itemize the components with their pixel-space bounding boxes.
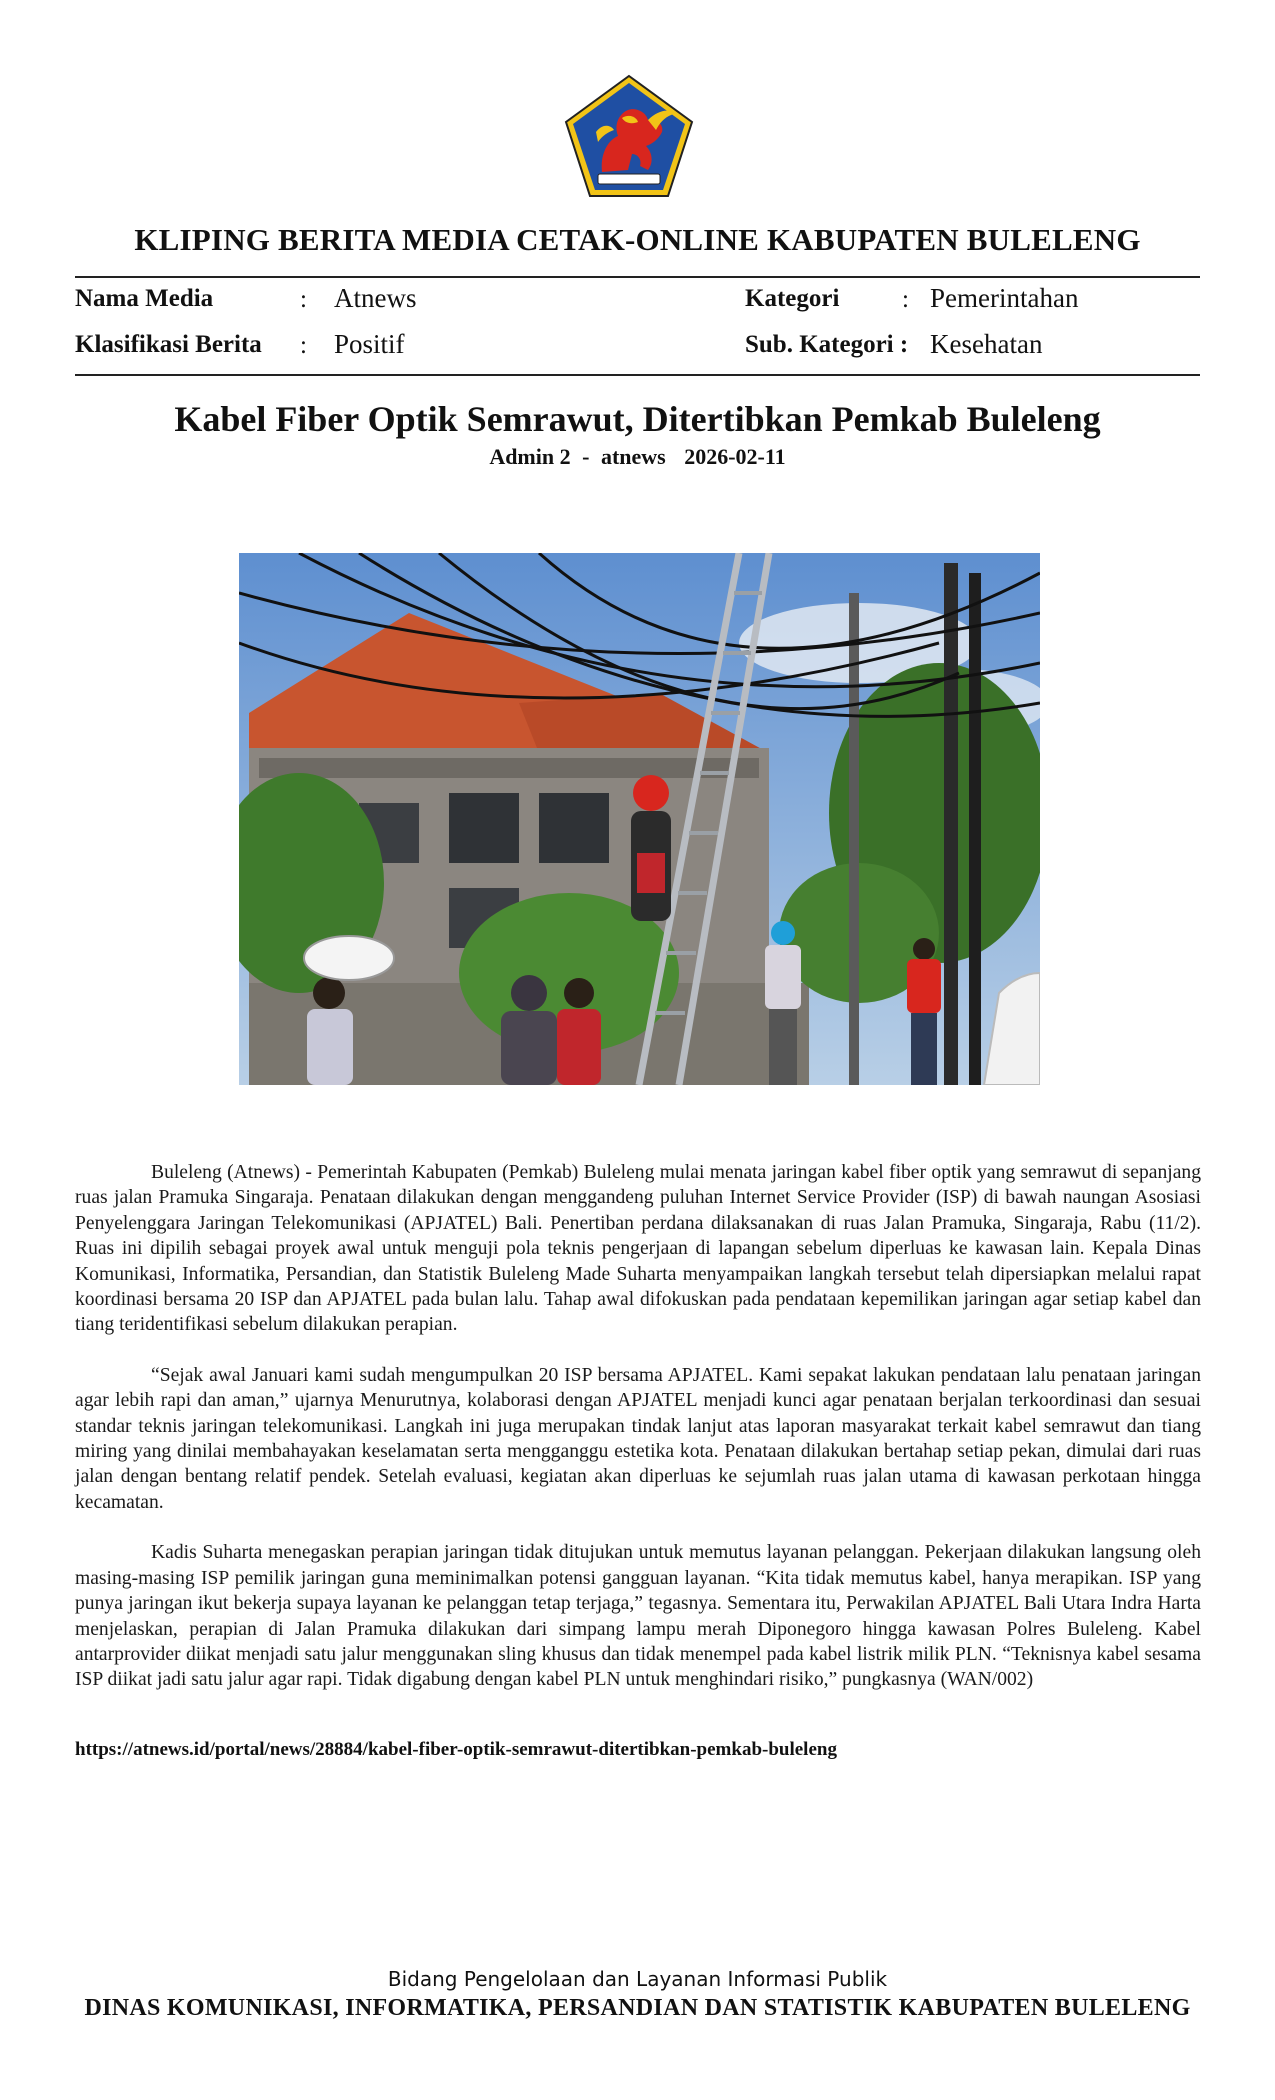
article-paragraph-2: “Sejak awal Januari kami sudah mengumpulkan 20 ISP bersama APJATEL. Kami sepakat lakukan pendataan lalu penataan jaringan agar lebih rapi dan aman,” ujarnya Menurutnya, kolaborasi dengan APJATEL menjadi kunci agar penataan berjalan terkoordinasi dan sesuai standar teknis jaringan telekomunikasi. Langkah ini juga merupakan tindak lanjut atas laporan masyarakat terkait kabel semrawut dan tiang miring yang dinilai membahayakan keselamatan serta mengganggu estetika kota. Penataan dilakukan bertahap setiap pekan, dimulai dari ruas jalan dengan bentang relatif pendek. Setelah evaluasi, kegiatan akan diperluas ke sejumlah ruas jalan utama di kawasan perkotaan hingga kecamatan. [75,1364,1201,1513]
workers-fixing-cables-photo [239,553,1040,1085]
klasifikasi-value: Positif [334,329,405,359]
kategori-colon: : [902,286,909,313]
nama-media-colon: : [300,286,307,313]
byline-separator: - [582,444,590,469]
nama-media-label: Nama Media [75,285,214,312]
singa-ambara-raja-emblem-icon [562,74,696,200]
footer-division: Bidang Pengelolaan dan Layanan Informasi Publik [387,1967,888,1991]
document-title: KLIPING BERITA MEDIA CETAK-ONLINE KABUPATEN BULELENG [134,222,1141,257]
kategori-label: Kategori [745,285,840,312]
article-author: Admin 2 [489,444,571,469]
header-divider [75,276,1200,278]
article-url-link[interactable]: https://atnews.id/portal/news/28884/kabel-fiber-optik-semrawut-ditertibkan-pemkab-buleleng [75,1739,837,1760]
article-paragraph-1: Buleleng (Atnews) - Pemerintah Kabupaten (Pemkab) Buleleng mulai menata jaringan kabel fiber optik yang semrawut di sepanjang ruas jalan Pramuka Singaraja. Penataan dilakukan dengan menggandeng puluhan Internet Service Provider (ISP) di bawah naungan Asosiasi Penyelenggara Jaringan Telekomunikasi (APJATEL) Bali. Penertiban perdana dilaksanakan di ruas Jalan Pramuka, Singaraja, Rabu (11/2). Ruas ini dipilih sebagai proyek awal untuk menguji pola teknis pengerjaan di lapangan sebelum diperluas ke kawasan lain. Kepala Dinas Komunikasi, Informatika, Persandian, dan Statistik Buleleng Made Suharta menyampaikan langkah tersebut telah dipersiapkan melalui rapat koordinasi bersama 20 ISP dan APJATEL pada bulan lalu. Tahap awal difokuskan pada pendataan kepemilikan jaringan agar setiap kabel dan tiang teridentifikasi sebelum dilakukan perapian. [75,1162,1201,1336]
article-source: atnews [600,444,666,469]
article-headline: Kabel Fiber Optik Semrawut, Ditertibkan Pemkab Buleleng [174,399,1101,439]
article-photo [239,553,1040,1085]
meta-divider [75,374,1200,376]
article-body [75,1160,1201,1718]
sub-kategori-label: Sub. Kategori : [745,331,909,358]
klasifikasi-label: Klasifikasi Berita [75,331,262,358]
article-byline [0,444,1275,470]
sub-kategori-value: Kesehatan [930,329,1043,359]
government-logo [562,74,696,200]
footer-agency: DINAS KOMUNIKASI, INFORMATIKA, PERSANDIAN DAN STATISTIK KABUPATEN BULELENG [84,1995,1191,2021]
article-paragraph-3: Kadis Suharta menegaskan perapian jaringan tidak ditujukan untuk memutus layanan pelanggan. Pekerjaan dilakukan langsung oleh masing-masing ISP pemilik jaringan guna meminimalkan potensi gangguan layanan. “Kita tidak memutus kabel, hanya merapikan. ISP yang punya jaringan ikut bekerja supaya layanan ke pelanggan tetap terjaga,” tegasnya. Sementara itu, Perwakilan APJATEL Bali Utara Indra Harta menjelaskan, perapian di Jalan Pramuka dilakukan dari simpang lampu merah Diponegoro hingga kawasan Polres Buleleng. Kabel antarprovider diikat menjadi satu jalur menggunakan sling khusus dan tidak menempel pada kabel listrik milik PLN. “Teknisnya kabel sesama ISP diikat jadi satu jalur agar rapi. Tidak digabung dengan kabel PLN untuk menghindari risiko,” pungkasnya (WAN/002) [75,1542,1201,1691]
kategori-value: Pemerintahan [930,283,1079,313]
nama-media-value: Atnews [334,283,417,313]
klasifikasi-colon: : [300,332,307,359]
article-date: 2026-02-11 [684,444,786,469]
